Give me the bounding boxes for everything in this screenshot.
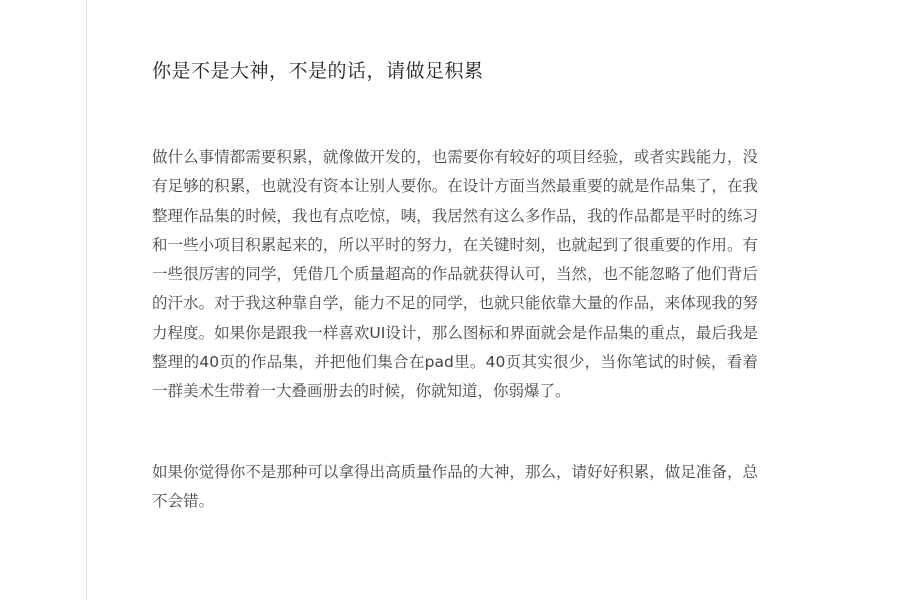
article-paragraph-2: 如果你觉得你不是那种可以拿得出高质量作品的大神，那么，请好好积累，做足准备，总不会错。 [152,462,758,510]
article [152,56,758,516]
left-divider [86,0,87,600]
article-paragraph-1: 做什么事情都需要积累，就像做开发的，也需要你有较好的项目经验，或者实践能力，没有足够的积累，也就没有资本让别人要你。在设计方面当然最重要的就是作品集了，在我整理作品集的时候，我也有点吃惊，咦，我居然有这么多作品，我的作品都是平时的练习和一些小项目积累起来的，所以平时的努力，在关键时刻，也就起到了很重要的作用。有一些很厉害的同学，凭借几个质量超高的作品就获得认可，当然，也不能忽略了他们背后的汗水。对于我这种靠自学，能力不足的同学，也就只能依靠大量的作品，来体现我的努力程度。如果你是跟我一样喜欢UI设计，那么图标和界面就会是作品集的重点，最后我是整理的40页的作品集，并把他们集合在pad里。40页其实很少，当你笔试的时候，看着一群美术生带着一大叠画册去的时候，你就知道，你弱爆了。 [152,148,758,401]
article-title: 你是不是大神，不是的话，请做足积累 [152,60,484,82]
